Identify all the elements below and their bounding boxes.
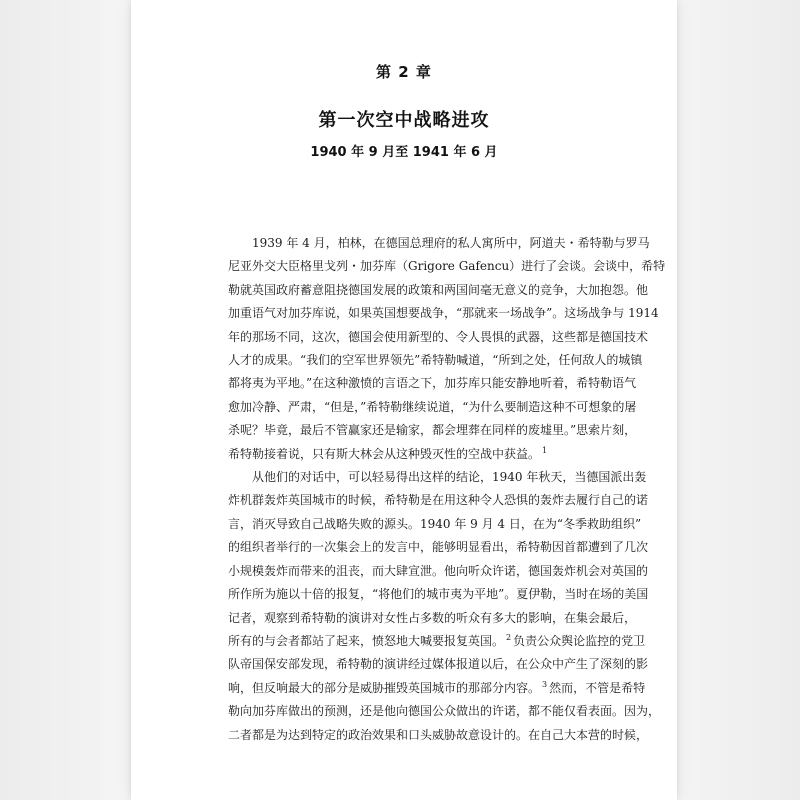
text-line: 响，但反响最大的部分是威胁摧毁英国城市的那部分内容。 xyxy=(228,680,541,695)
chapter-title: 第一次空中战略进攻 xyxy=(318,110,490,131)
text-line: 加重语气对加芬库说，如果英国想要战争，“那就来一场战争”。这场战争与 1914 xyxy=(228,306,659,321)
chapter-number: 第 2 章 xyxy=(376,63,432,81)
text-line-with-footnote xyxy=(228,677,646,700)
text-line: 队帝国保安部发现，希特勒的演讲经过媒体报道以后，在公众中产生了深刻的影 xyxy=(228,657,649,672)
book-page xyxy=(131,0,677,800)
text-line: 炸机群轰炸英国城市的时候，希特勒是在用这种令人恐惧的轰炸去履行自己的诺 xyxy=(228,493,649,508)
footnote-marker-1[interactable]: 1 xyxy=(542,445,548,455)
text-line: 年的那场不同，这次，德国会使用新型的、令人畏惧的武器，这些都是德国技术 xyxy=(228,329,649,344)
chapter-date-range: 1940 年 9 月至 1941 年 6 月 xyxy=(310,145,498,160)
text-line: 负责公众舆论监控的党卫 xyxy=(513,633,646,648)
footnote-marker-2[interactable]: 2 xyxy=(506,632,512,642)
text-line: 尼亚外交大臣格里戈列・加芬库（Grigore Gafencu）进行了会谈。会谈中，希特 xyxy=(228,259,666,274)
text-line: 勒向加芬库做出的预测，还是他向德国公众做出的许诺，都不能仅看表面。因为， xyxy=(228,704,661,719)
body-text xyxy=(228,232,666,747)
text-line-with-footnote xyxy=(228,630,646,653)
text-line: 1939 年 4 月，柏林，在德国总理府的私人寓所中，阿道夫・希特勒与罗马 xyxy=(252,236,650,250)
text-line: 记者，观察到希特勒的演讲对女性占多数的听众有多大的影响，在集会最后， xyxy=(228,610,637,625)
text-line: 言，消灭导致自己战略失败的源头。1940 年 9 月 4 日，在为“冬季救助组织” xyxy=(228,516,642,531)
paragraph-1 xyxy=(228,232,666,466)
text-line: 愈加冷静、严肃，“但是，”希特勒继续说道，“为什么要制造这种不可想象的屠 xyxy=(228,399,637,414)
text-line: 的组织者举行的一次集会上的发言中，能够明显看出，希特勒因首都遭到了几次 xyxy=(228,540,649,555)
text-line: 所有的与会者都站了起来，愤怒地大喊要报复英国。 xyxy=(228,633,505,648)
text-line: 杀呢？毕竟，最后不管赢家还是输家，都会埋葬在同样的废墟里。”思索片刻， xyxy=(228,423,637,438)
text-line: 勒就英国政府蓄意阻挠德国发展的政策和两国间毫无意义的竞争，大加抱怨。他 xyxy=(228,282,649,297)
text-line-with-footnote xyxy=(228,443,618,466)
text-line: 人才的成果。“我们的空军世界领先”希特勒喊道，“所到之处，任何敌人的城镇 xyxy=(228,353,643,368)
text-line: 从他们的对话中，可以轻易得出这样的结论，1940 年秋天，当德国派出轰 xyxy=(252,470,647,485)
text-line: 二者都是为达到特定的政治效果和口头威胁故意设计的。在自己大本营的时候， xyxy=(228,727,649,742)
text-line: 小规模轰炸而带来的沮丧，而大肆宣泄。他向听众许诺，德国轰炸机会对英国的 xyxy=(228,563,649,578)
text-line: 都将夷为平地。”在这种激愤的言语之下，加芬库只能安静地听着，希特勒语气 xyxy=(228,376,637,391)
text-line: 然而，不管是希特 xyxy=(549,680,646,695)
paragraph-2 xyxy=(228,466,661,747)
footnote-marker-3[interactable]: 3 xyxy=(542,679,548,689)
text-line: 希特勒接着说，只有斯大林会从这种毁灭性的空战中获益。 xyxy=(228,446,541,461)
text-line: 所作所为施以十倍的报复，“将他们的城市夷为平地”。夏伊勒，当时在场的美国 xyxy=(228,587,649,602)
